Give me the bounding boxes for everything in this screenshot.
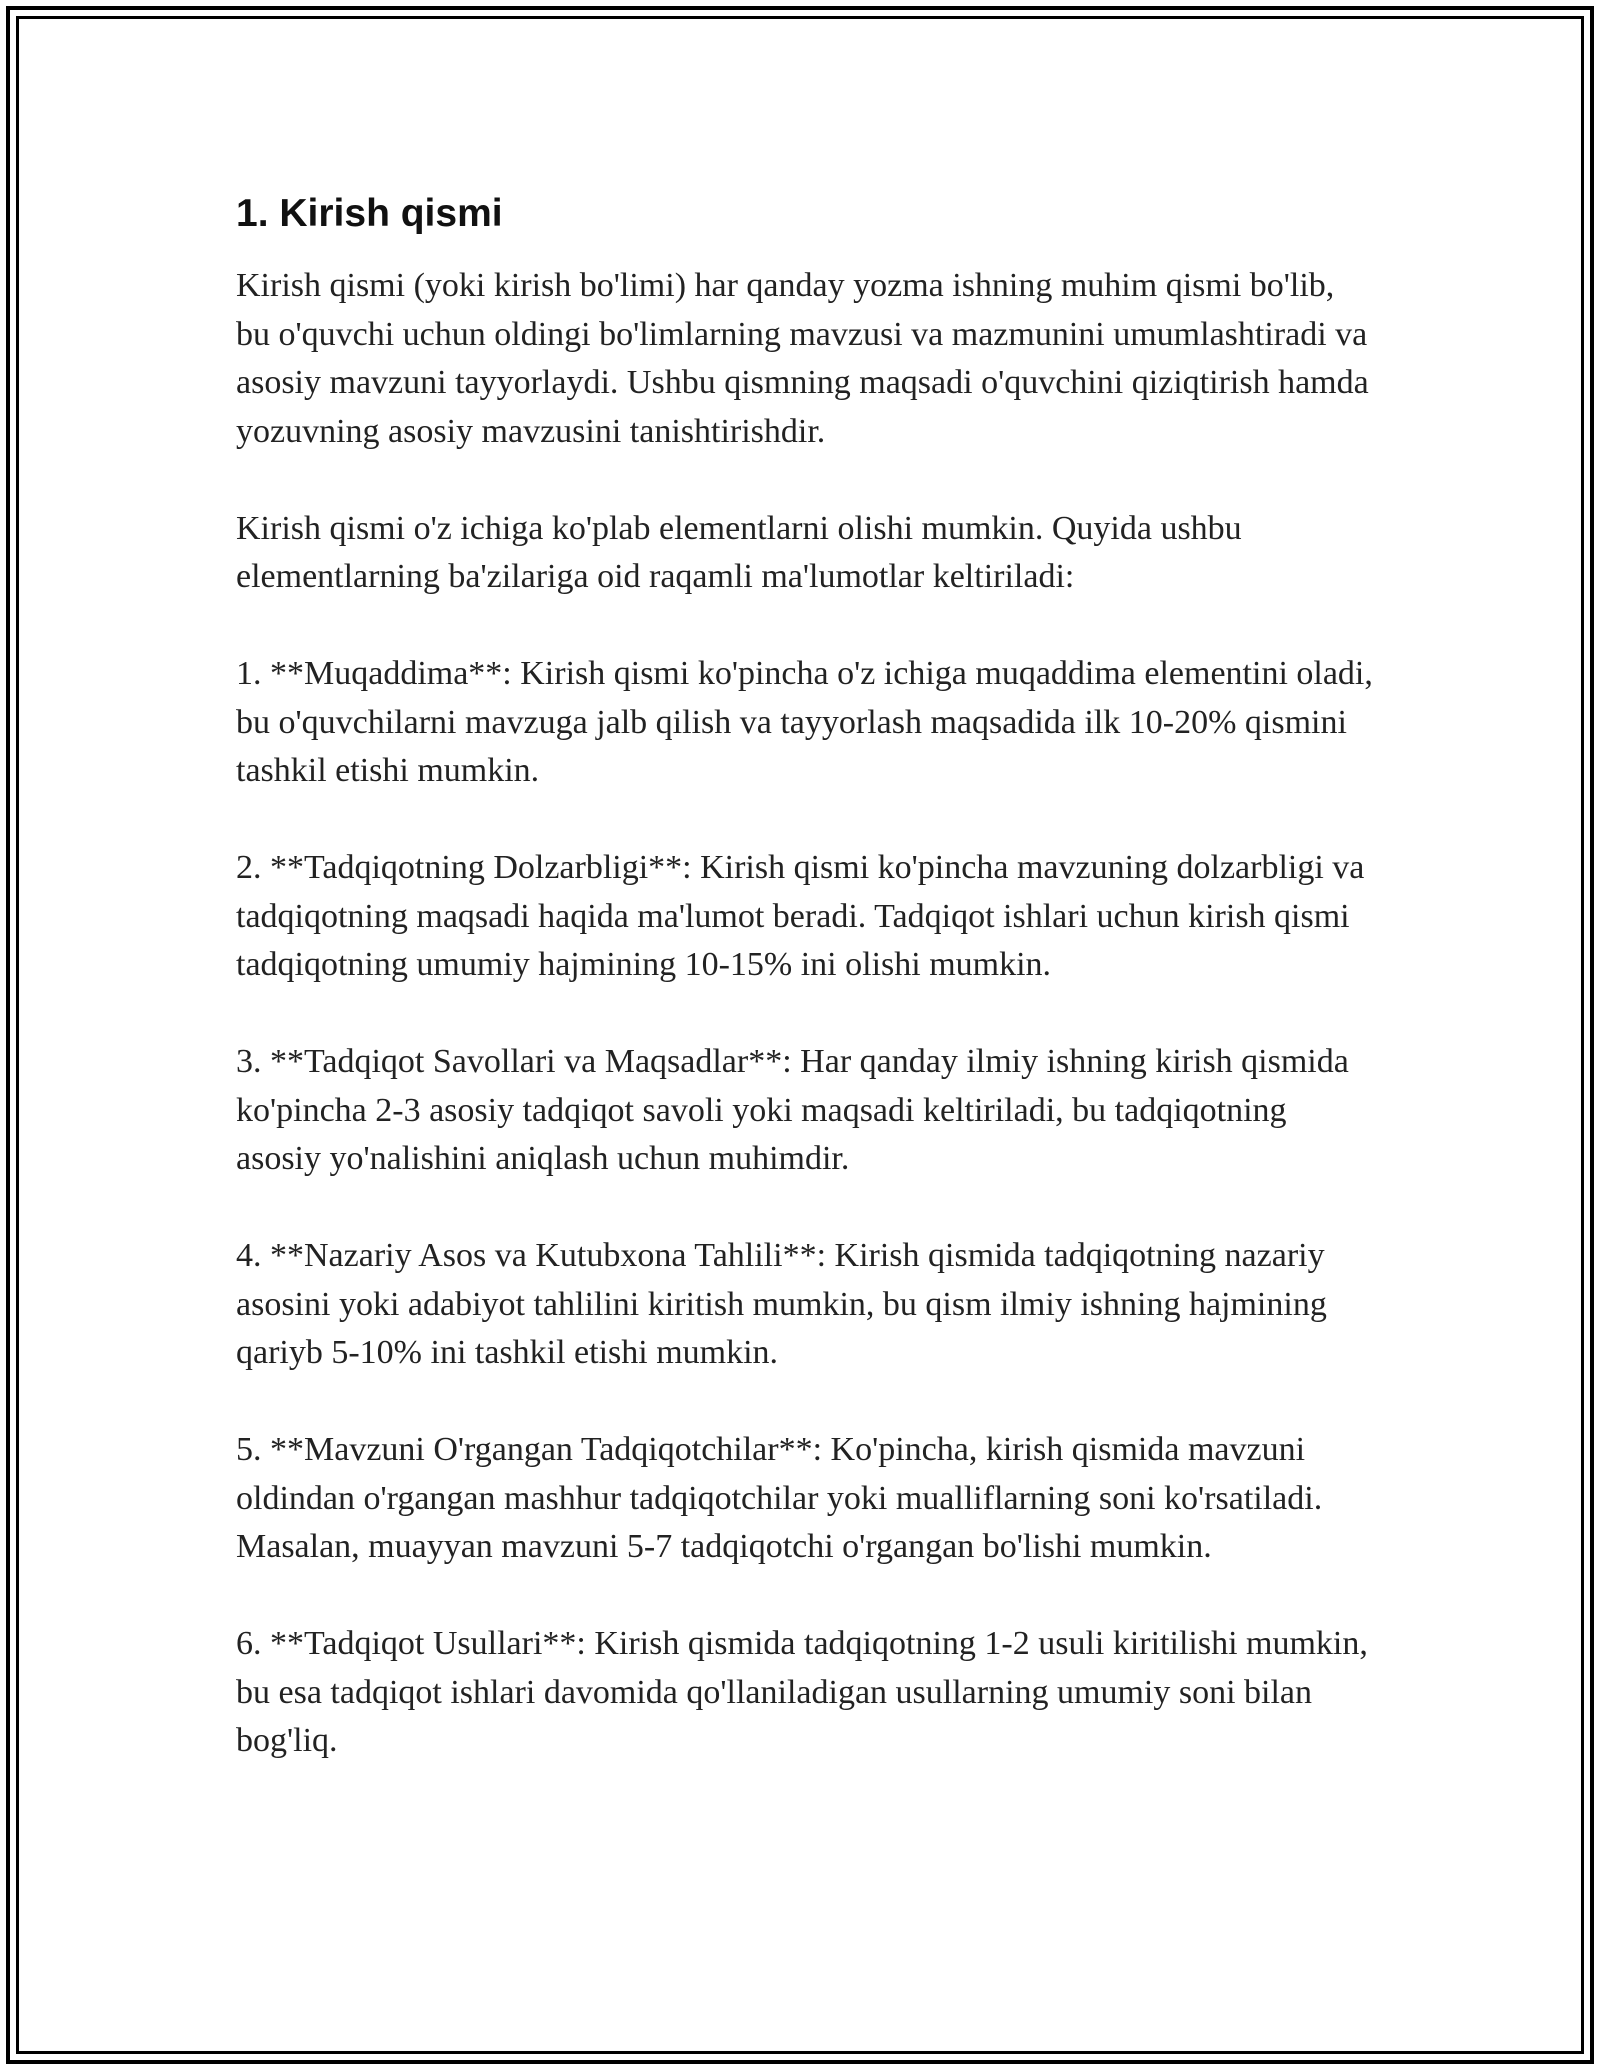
list-item-tadqiqotchilar: 5. **Mavzuni O'rgangan Tadqiqotchilar**: Ko'pincha, kirish qismida mavzuni oldindan o'rgangan mashhur tadqiqotchilar yoki mualliflarning soni ko'rsatiladi. Masalan, muayyan mavzuni 5-7 tadqiqotchi o'rgangan bo'lishi mumkin. [236, 1431, 1323, 1565]
list-item-usullari: 6. **Tadqiqot Usullari**: Kirish qismida tadqiqotning 1-2 usuli kiritilishi mumkin, bu esa tadqiqot ishlari davomida qo'llaniladigan usullarning umumiy soni bilan bog'liq. [236, 1625, 1368, 1759]
intro-paragraph: Kirish qismi (yoki kirish bo'limi) har qanday yozma ishning muhim qismi bo'lib, bu o'quvchi uchun oldingi bo'limlarning mavzusi va mazmunini umumlashtiradi va asosiy mavzuni tayyorlaydi. Ushbu qismning maqsadi o'quvchini qiziqtirish hamda yozuvning asosiy mavzusini tanishtirishdir. [236, 267, 1369, 450]
list-item-dolzarbligi: 2. **Tadqiqotning Dolzarbligi**: Kirish qismi ko'pincha mavzuning dolzarbligi va tadqiqotning maqsadi haqida ma'lumot beradi. Tadqiqot ishlari uchun kirish qismi tadqiqotning umumiy hajmining 10-15% ini olishi mumkin. [236, 849, 1365, 983]
list-item-muqaddima: 1. **Muqaddima**: Kirish qismi ko'pincha o'z ichiga muqaddima elementini oladi, bu o'quvchilarni mavzuga jalb qilish va tayyorlash maqsadida ilk 10-20% qismini tashkil etishi mumkin. [236, 655, 1373, 789]
section-heading: 1. Kirish qismi [236, 192, 503, 235]
document-body [236, 186, 1376, 1766]
list-item-savollari: 3. **Tadqiqot Savollari va Maqsadlar**: Har qanday ilmiy ishning kirish qismida ko'pincha 2-3 asosiy tadqiqot savoli yoki maqsadi keltiriladi, bu tadqiqotning asosiy yo'nalishini aniqlash uchun muhimdir. [236, 1043, 1349, 1177]
list-item-nazariy-asos: 4. **Nazariy Asos va Kutubxona Tahlili**: Kirish qismida tadqiqotning nazariy asosini yoki adabiyot tahlilini kiritish mumkin, bu qism ilmiy ishning hajmining qariyb 5-10% ini tashkil etishi mumkin. [236, 1237, 1327, 1371]
elements-intro-paragraph: Kirish qismi o'z ichiga ko'plab elementlarni olishi mumkin. Quyida ushbu elementlarning ba'zilariga oid raqamli ma'lumotlar keltiriladi: [236, 509, 1242, 595]
